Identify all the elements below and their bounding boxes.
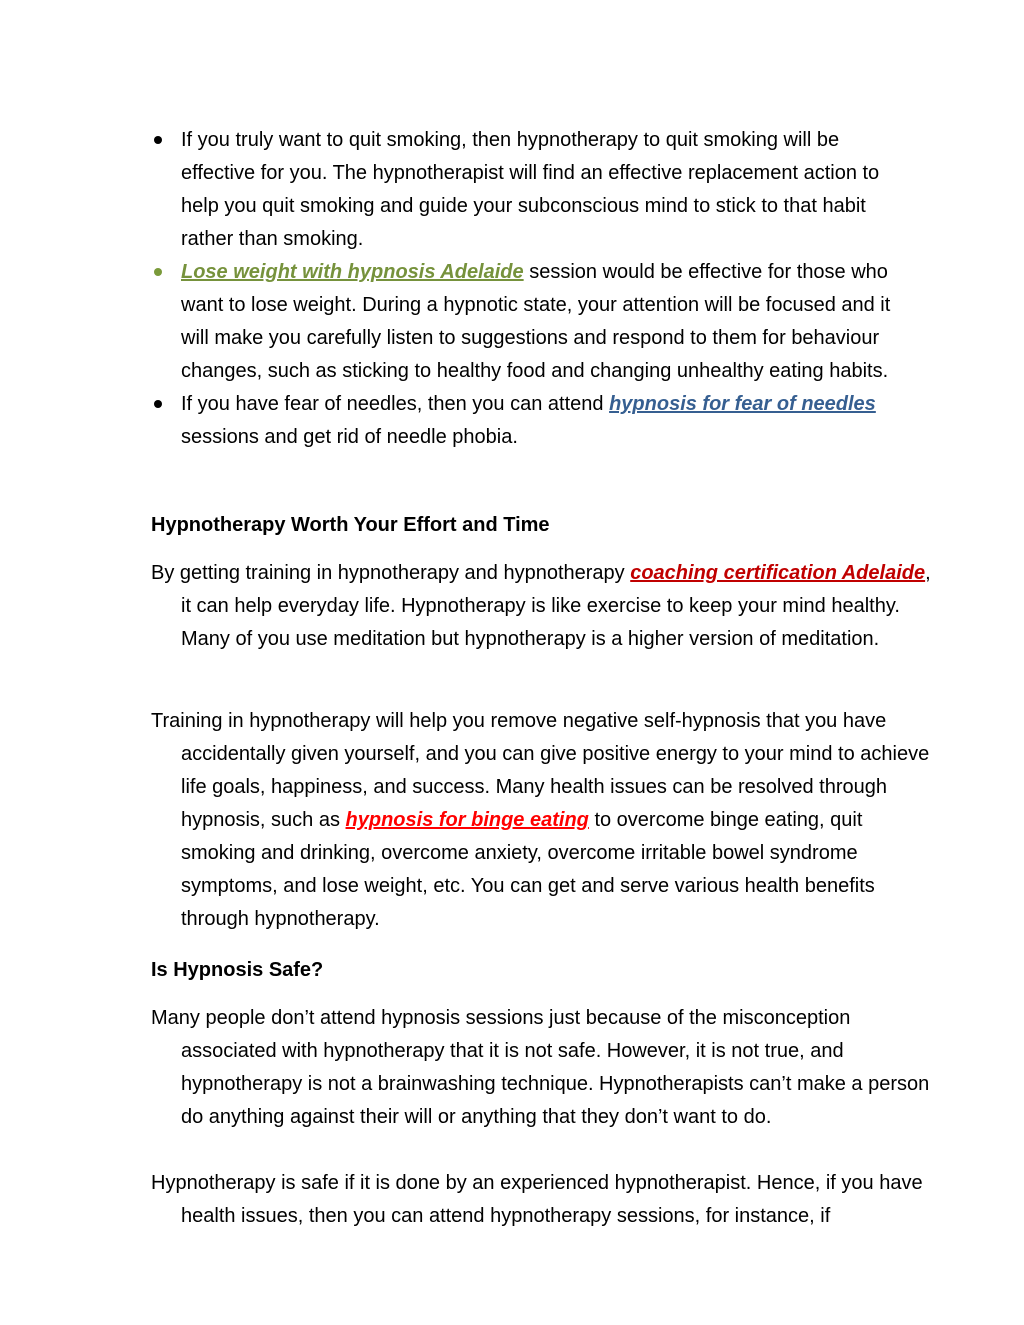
bullet-text: If you truly want to quit smoking, then hypnotherapy to quit smoking will be effective for you. The hypnotherapist will find an effective replacement action to help you quit smoking and guide your subconscious mind to stick to that habit rather than smoking. <box>181 129 880 250</box>
list-item <box>151 256 911 388</box>
bullet-icon <box>154 268 162 276</box>
paragraph <box>151 705 941 936</box>
lose-weight-link[interactable]: Lose weight with hypnosis Adelaide <box>181 261 524 283</box>
bullet-text: session would be effective for those who want to lose weight. During a hypnotic state, your attention will be focused and it will make you carefully listen to suggestions and respond to them for behaviour changes, such as sticking to healthy food and changing unhealthy eating habits. <box>181 261 891 382</box>
bullet-text: sessions and get rid of needle phobia. <box>181 426 518 448</box>
paragraph-text: , it can help everyday life. Hypnotherapy is like exercise to keep your mind healthy. Many of you use meditation but hypnotherapy is a higher version of meditation. <box>181 562 931 650</box>
list-item <box>151 388 911 454</box>
bullet-list <box>151 124 911 454</box>
list-item <box>151 124 911 256</box>
paragraph-text: to overcome binge eating, quit smoking and drinking, overcome anxiety, overcome irritable bowel syndrome symptoms, and lose weight, etc. You can get and serve various health benefits through hypnotherapy. <box>181 809 875 930</box>
paragraph: Hypnotherapy is safe if it is done by an experienced hypnotherapist. Hence, if you have health issues, then you can attend hypnotherapy sessions, for instance, if <box>151 1172 923 1227</box>
section-heading: Hypnotherapy Worth Your Effort and Time <box>151 514 550 536</box>
paragraph-text: By getting training in hypnotherapy and hypnotherapy <box>151 562 631 584</box>
binge-eating-link[interactable]: hypnosis for binge eating <box>345 809 589 831</box>
paragraph-text: Training in hypnotherapy will help you remove negative self-hypnosis that you have accidentally given yourself, and you can give positive energy to your mind to achieve life goals, happiness, and success. Many health issues can be resolved through hypnosis, such as <box>151 710 930 831</box>
paragraph <box>151 557 941 656</box>
bullet-icon <box>154 136 162 144</box>
fear-of-needles-link[interactable]: hypnosis for fear of needles <box>609 393 876 415</box>
bullet-text: If you have fear of needles, then you can attend <box>181 393 610 415</box>
section-heading: Is Hypnosis Safe? <box>151 959 324 981</box>
bullet-icon <box>154 400 162 408</box>
paragraph: Many people don’t attend hypnosis sessions just because of the misconception associated with hypnotherapy that it is not safe. However, it is not true, and hypnotherapy is not a brainwashing technique. Hypnotherapists can’t make a person do anything against their will or anything that they don’t want to do. <box>151 1007 930 1128</box>
coaching-certification-link[interactable]: coaching certification Adelaide <box>630 562 926 584</box>
